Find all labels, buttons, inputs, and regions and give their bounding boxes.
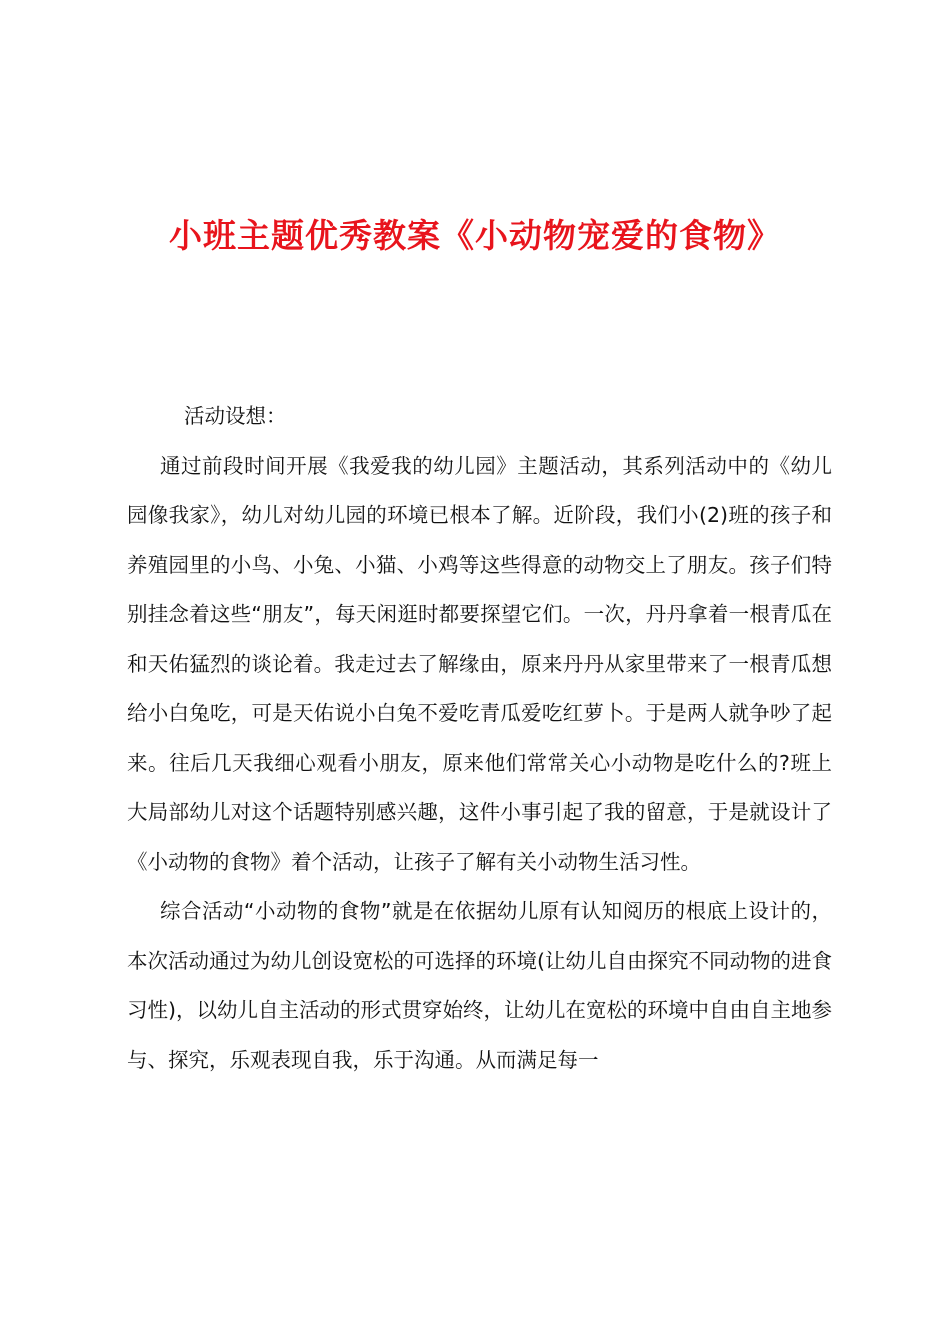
paragraph-activity-design: 综合活动“小动物的食物”就是在依据幼儿原有认知阅历的根底上设计的，本次活动通过为幼儿创设宽松的可选择的环境(让幼儿自由探究不同动物的进食习性)，以幼儿自主活动的形式贯穿始终，让幼儿在宽松的环境中自由自主地参与、探究，乐观表现自我，乐于沟通。从而满足每一 xyxy=(127,899,832,1072)
document-title: 小班主题优秀教案《小动物宠爱的食物》 xyxy=(169,216,781,255)
document-body xyxy=(127,392,832,1085)
section-heading: 活动设想： xyxy=(184,404,287,428)
paragraph-background: 通过前段时间开展《我爱我的幼儿园》主题活动，其系列活动中的《幼儿园像我家》，幼儿对幼儿园的环境已根本了解。近阶段，我们小(2)班的孩子和养殖园里的小鸟、小兔、小猫、小鸡等这些得意的动物交上了朋友。孩子们特别挂念着这些“朋友”，每天闲逛时都要探望它们。一次，丹丹拿着一根青瓜在和天佑猛烈的谈论着。我走过去了解缘由，原来丹丹从家里带来了一根青瓜想给小白兔吃，可是天佑说小白兔不爱吃青瓜爱吃红萝卜。于是两人就争吵了起来。往后几天我细心观看小朋友，原来他们常常关心小动物是吃什么的?班上大局部幼儿对这个话题特别感兴趣，这件小事引起了我的留意，于是就设计了《小动物的食物》着个活动，让孩子了解有关小动物生活习性。 xyxy=(127,453,832,874)
